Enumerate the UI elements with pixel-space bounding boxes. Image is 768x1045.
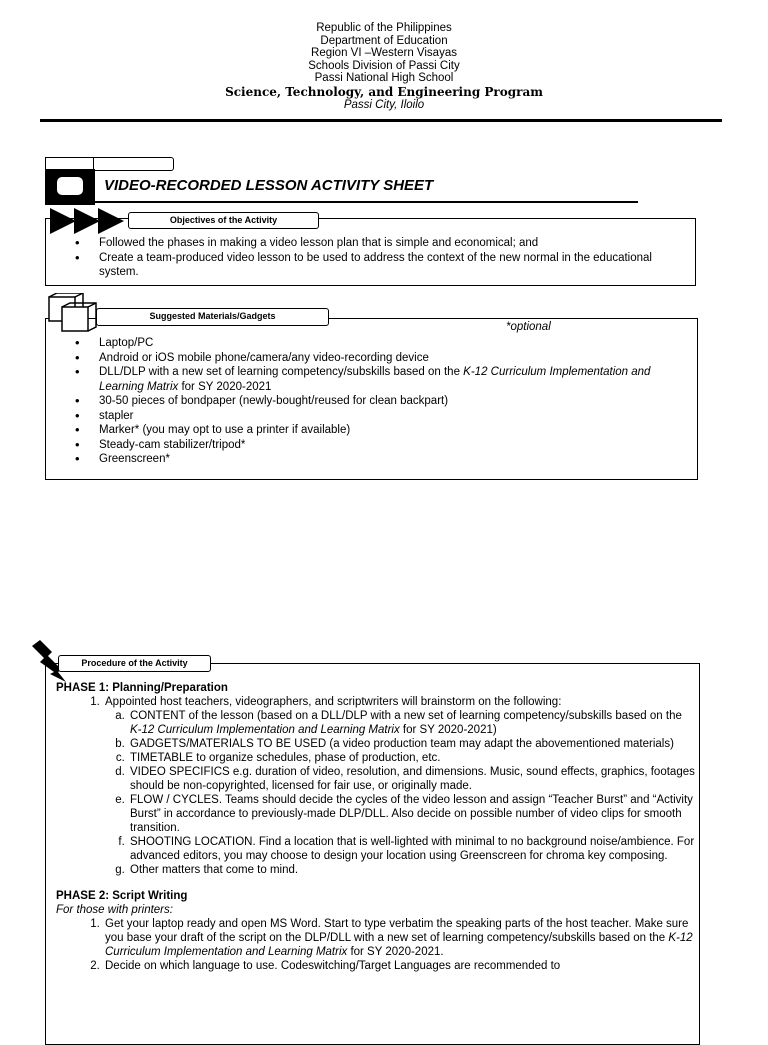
list-item: d. VIDEO SPECIFICS e.g. duration of video, resolution, and dimensions. Music, sound effects, graphics, footages should be non-copyrighted, licensed for fair use, or originally made. [128, 765, 696, 793]
step-text: Appointed host teachers, videographers, and scriptwriters will brainstorm on the following: [105, 696, 562, 708]
text-span: CONTENT of the lesson (based on a DLL/DLP with a new set of learning competency/subskills based on the [130, 710, 682, 722]
phase-title: PHASE 2: Script Writing [56, 890, 188, 902]
header-line: Passi National High School [314, 72, 454, 85]
list-item: c. TIMETABLE to organize schedules, phase of production, etc. [128, 751, 696, 765]
procedure-content [56, 681, 696, 973]
list-item [45, 365, 685, 394]
optional-note: *optional [506, 321, 551, 333]
list-item: • stapler [45, 409, 685, 424]
procedure-label: Procedure of the Activity [58, 655, 211, 672]
phase1-substeps [105, 709, 696, 877]
list-item: • Laptop/PC [45, 336, 685, 351]
list-item: • Android or iOS mobile phone/camera/any video-recording device [45, 351, 685, 366]
list-item: b. GADGETS/MATERIALS TO BE USED (a video production team may adapt the abovementioned materials) [128, 737, 696, 751]
list-item: • Greenscreen* [45, 452, 685, 467]
program-name: Science, Technology, and Engineering Program [225, 84, 543, 99]
italic-span: K-12 Curriculum Implementation and Learning Matrix [130, 724, 400, 736]
list-item: • Marker* (you may opt to use a printer if available) [45, 423, 685, 438]
list-item: • 30-50 pieces of bondpaper (newly-bought/reused for clean backpart) [45, 394, 685, 409]
list-item: g. Other matters that come to mind. [128, 863, 696, 877]
screen-icon-window [57, 177, 83, 195]
header-line: Schools Division of Passi City [308, 59, 460, 72]
header-line: Region VI –Western Visayas [311, 47, 457, 60]
objectives-label: Objectives of the Activity [128, 212, 319, 229]
text-span: for SY 2020-2021 [178, 380, 272, 393]
list-item: • Followed the phases in making a video lesson plan that is simple and economical; and [45, 236, 685, 251]
list-item [128, 709, 696, 737]
triple-arrow-icon [50, 208, 130, 234]
objectives-list [45, 236, 685, 280]
italic-span: K-12 Curriculum Implementation and Learning Matrix [99, 366, 651, 393]
header-line: Republic of the Philippines [316, 22, 452, 34]
phase1-steps [56, 695, 696, 877]
phase2-steps [56, 917, 696, 973]
text-span: for SY 2020-2021) [399, 724, 497, 736]
document-header [0, 22, 768, 112]
italic-span: K-12 Curriculum Implementation and Learning Matrix [105, 932, 693, 958]
list-item: • Steady-cam stabilizer/tripod* [45, 438, 685, 453]
phase-title: PHASE 1: Planning/Preparation [56, 682, 228, 694]
city-name: Passi City, Iloilo [343, 98, 425, 111]
list-item: • Create a team-produced video lesson to be used to address the context of the new normal in the educational system. [45, 251, 685, 280]
text-span: for SY 2020-2021. [347, 946, 444, 958]
list-item [103, 695, 696, 877]
text-span: Get your laptop ready and open MS Word. Start to type verbatim the speaking parts of the host teacher. Make sure you base your draft of the script on the DLP/DLL with a new set of learning competency/subskills based on the [105, 918, 689, 944]
materials-label: Suggested Materials/Gadgets [96, 308, 329, 326]
materials-list [45, 336, 685, 467]
title-underline [95, 201, 638, 203]
list-item: 2. Decide on which language to use. Codeswitching/Target Languages are recommended to [103, 959, 696, 973]
list-item [103, 917, 696, 959]
cubes-icon [46, 293, 100, 333]
title-tab-divider [45, 157, 94, 169]
header-line: Department of Education [320, 34, 448, 47]
phase-subtitle: For those with printers: [56, 904, 173, 916]
text-span: DLL/DLP with a new set of learning competency/subskills based on the [99, 366, 464, 378]
list-item: f. SHOOTING LOCATION. Find a location that is well-lighted with minimal to no background noise/ambience. For advanced editors, you may choose to design your location using Greenscreen for chroma key composing. [128, 835, 696, 863]
list-item: e. FLOW / CYCLES. Teams should decide the cycles of the video lesson and assign “Teacher Burst” and “Activity Burst” in accordance to previously-made DLP/DLL. Also decide on possible number of video clips for smooth transition. [128, 793, 696, 835]
sheet-title: VIDEO-RECORDED LESSON ACTIVITY SHEET [104, 177, 434, 194]
header-divider [40, 119, 722, 122]
